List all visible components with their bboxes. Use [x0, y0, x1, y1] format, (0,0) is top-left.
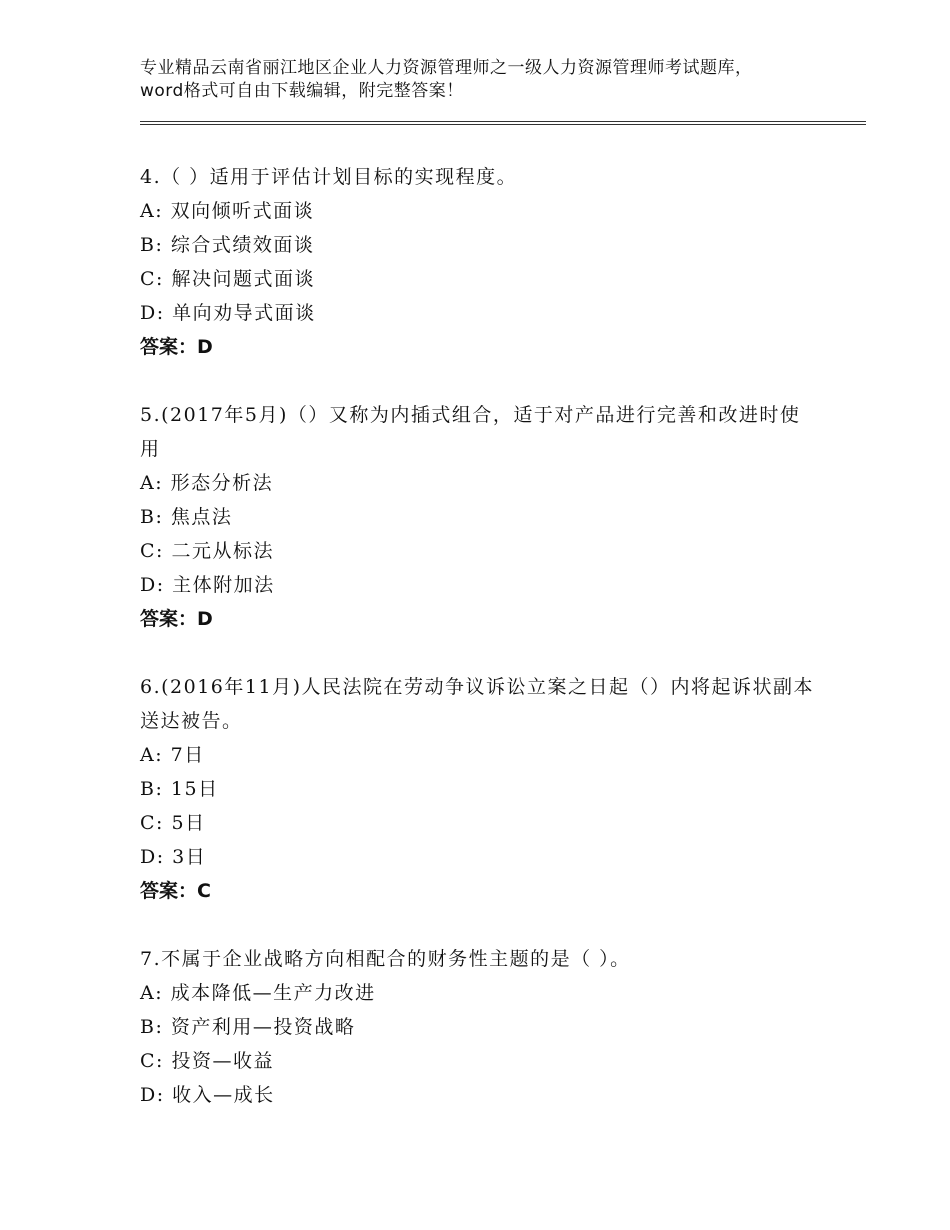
answer: 答案：C: [140, 880, 211, 902]
question-7: [140, 942, 820, 1112]
question-text: 6.(2016年11月)人民法院在劳动争议诉讼立案之日起（）内将起诉状副本送达被告。: [140, 676, 814, 732]
answer: 答案：D: [140, 608, 213, 630]
question-6: [140, 670, 820, 908]
question-5: [140, 398, 820, 636]
question-4: [140, 160, 820, 364]
document-header: 专业精品云南省丽江地区企业人力资源管理师之一级人力资源管理师考试题库，word格式可自由下载编辑，附完整答案！: [140, 58, 753, 101]
option-c: C: 投资—收益: [140, 1050, 274, 1072]
option-d: D: 收入—成长: [140, 1084, 275, 1106]
option-a: A: 7日: [140, 744, 205, 766]
option-a: A: 形态分析法: [140, 472, 274, 494]
option-b: B: 综合式绩效面谈: [140, 234, 315, 256]
option-b: B: 焦点法: [140, 506, 233, 528]
option-c: C: 5日: [140, 812, 206, 834]
option-b: B: 15日: [140, 778, 219, 800]
question-text: 5.(2017年5月)（）又称为内插式组合，适于对产品进行完善和改进时使用: [140, 404, 801, 460]
answer: 答案：D: [140, 336, 213, 358]
header-rule-top: [140, 121, 866, 122]
question-text: 7.不属于企业战略方向相配合的财务性主题的是（ ）。: [140, 948, 631, 970]
option-c: C: 二元从标法: [140, 540, 274, 562]
option-a: A: 双向倾听式面谈: [140, 200, 315, 222]
header-rule-bottom: [140, 124, 866, 125]
option-d: D: 主体附加法: [140, 574, 275, 596]
question-list: [140, 160, 820, 1146]
option-c: C: 解决问题式面谈: [140, 268, 315, 290]
option-d: D: 3日: [140, 846, 207, 868]
option-d: D: 单向劝导式面谈: [140, 302, 316, 324]
option-b: B: 资产利用—投资战略: [140, 1016, 356, 1038]
option-a: A: 成本降低—生产力改进: [140, 982, 376, 1004]
question-text: 4.（ ）适用于评估计划目标的实现程度。: [140, 166, 518, 188]
